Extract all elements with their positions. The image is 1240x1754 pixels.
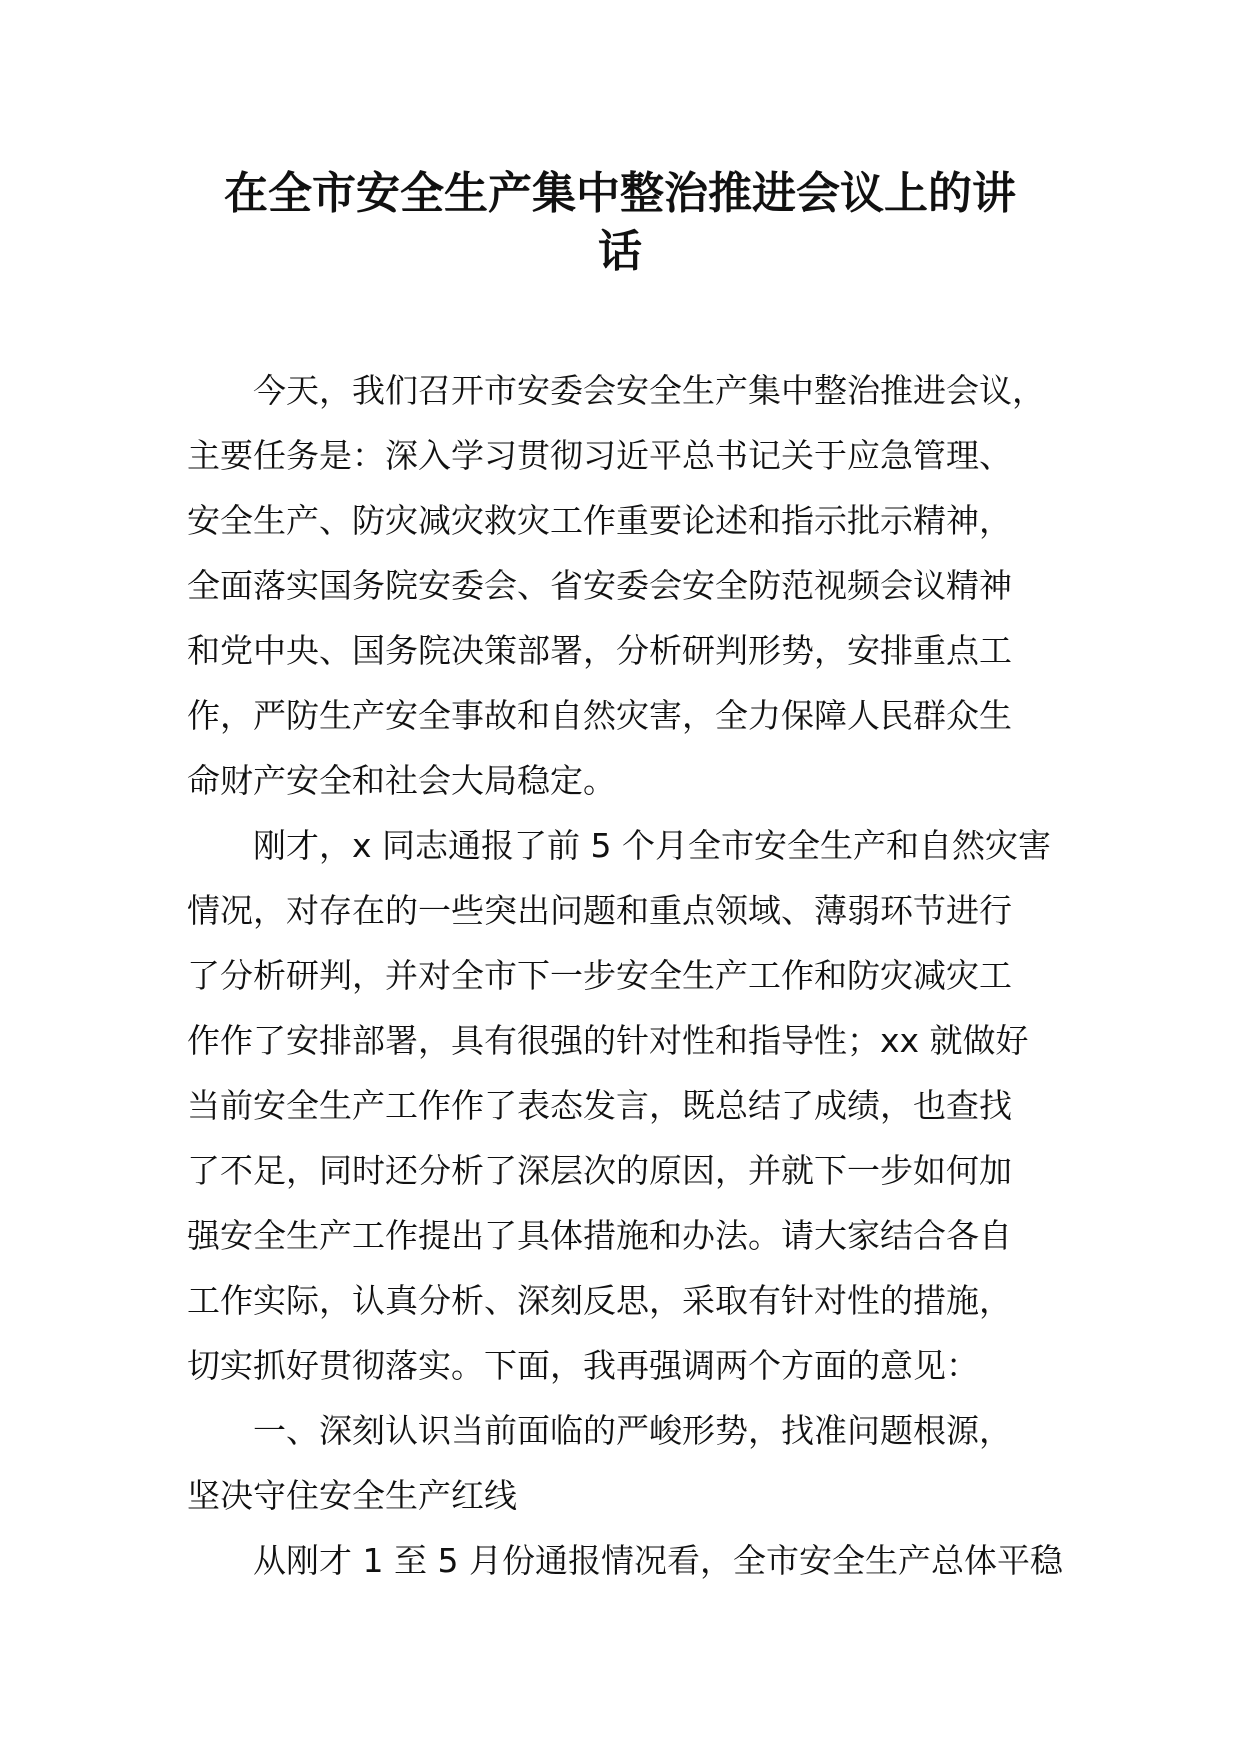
paragraph-report-summary (187, 813, 1067, 1398)
paragraph-line: 作作了安排部署，具有很强的针对性和指导性；xx 就做好 (187, 1021, 1029, 1060)
paragraph-intro (187, 358, 1067, 813)
paragraph-line: 今天，我们召开市安委会安全生产集中整治推进会议， (253, 371, 1045, 410)
section-heading-one (187, 1398, 1067, 1528)
paragraph-line: 作，严防生产安全事故和自然灾害，全力保障人民群众生 (187, 696, 1012, 735)
paragraph-line: 切实抓好贯彻落实。下面，我再强调两个方面的意见： (187, 1346, 979, 1385)
document-title (150, 165, 1090, 281)
title-line: 话 (598, 226, 642, 277)
paragraph-line: 了分析研判，并对全市下一步安全生产工作和防灾减灾工 (187, 956, 1012, 995)
paragraph-line: 了不足，同时还分析了深层次的原因，并就下一步如何加 (187, 1151, 1012, 1190)
heading-line: 一、深刻认识当前面临的严峻形势，找准问题根源， (253, 1411, 1012, 1450)
title-line: 在全市安全生产集中整治推进会议上的讲 (224, 168, 1016, 219)
paragraph-line: 刚才，x 同志通报了前 5 个月全市安全生产和自然灾害 (253, 826, 1051, 865)
heading-line: 坚决守住安全生产红线 (187, 1476, 517, 1515)
paragraph-line: 全面落实国务院安委会、省安委会安全防范视频会议精神 (187, 566, 1012, 605)
paragraph-situation (187, 1528, 1067, 1593)
paragraph-line: 强安全生产工作提出了具体措施和办法。请大家结合各自 (187, 1216, 1012, 1255)
paragraph-line: 工作实际，认真分析、深刻反思，采取有针对性的措施， (187, 1281, 1012, 1320)
paragraph-line: 从刚才 1 至 5 月份通报情况看，全市安全生产总体平稳 (253, 1541, 1063, 1580)
paragraph-line: 和党中央、国务院决策部署，分析研判形势，安排重点工 (187, 631, 1012, 670)
document-body (187, 358, 1067, 1593)
paragraph-line: 情况，对存在的一些突出问题和重点领域、薄弱环节进行 (187, 891, 1012, 930)
paragraph-line: 命财产安全和社会大局稳定。 (187, 761, 616, 800)
paragraph-line: 当前安全生产工作作了表态发言，既总结了成绩，也查找 (187, 1086, 1012, 1125)
paragraph-line: 主要任务是：深入学习贯彻习近平总书记关于应急管理、 (187, 436, 1012, 475)
paragraph-line: 安全生产、防灾减灾救灾工作重要论述和指示批示精神， (187, 501, 1012, 540)
